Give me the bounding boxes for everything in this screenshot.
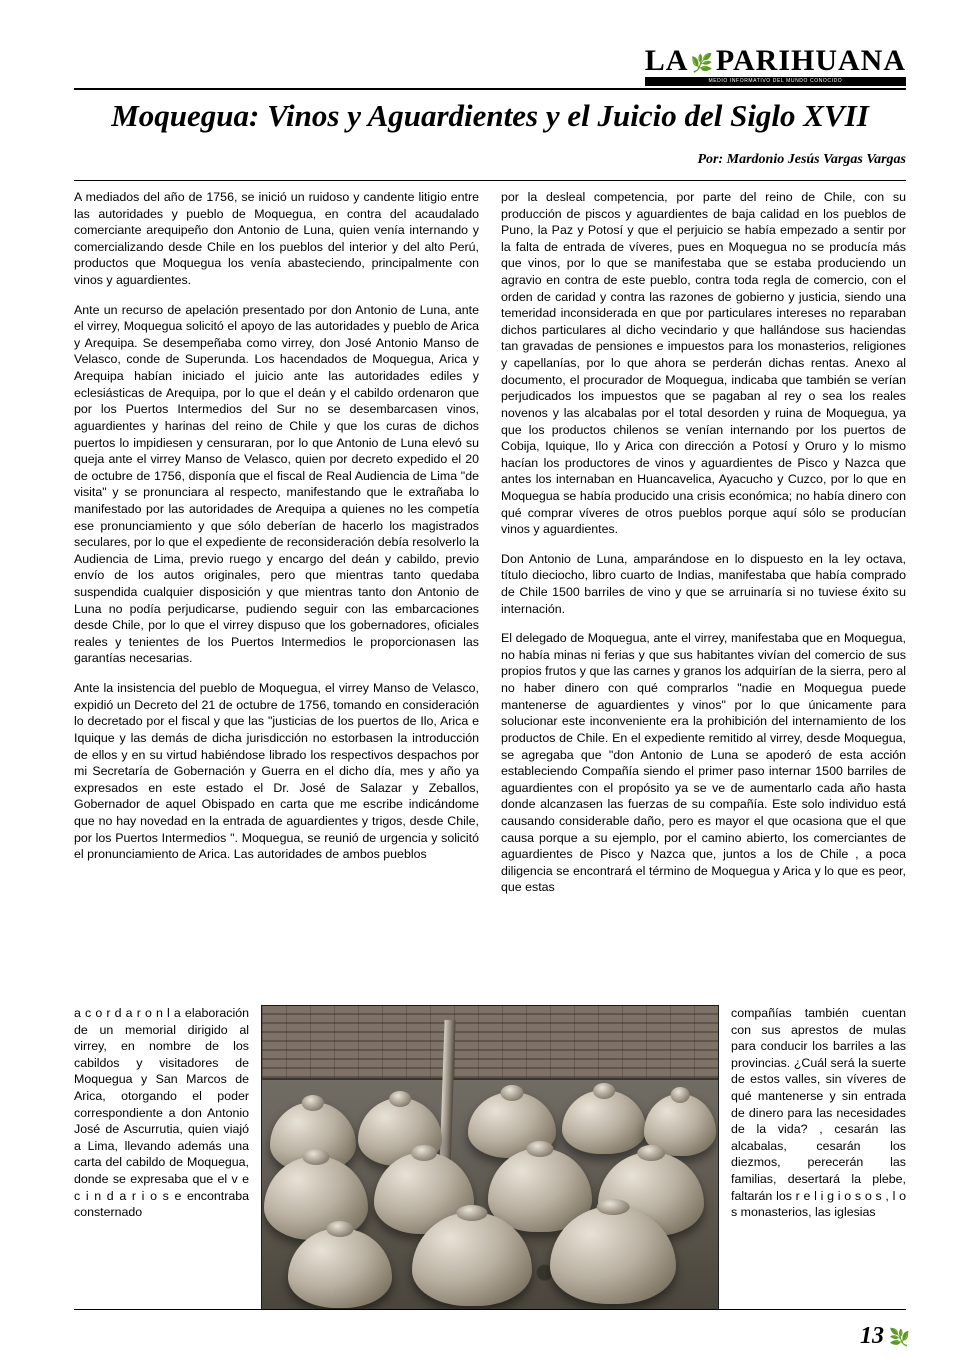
paragraph: Ante la insistencia del pueblo de Moquegua, el virrey Manso de Velasco, expidió un Decreto del 21 de octubre de 1756, tomando en consideración lo decretado por el fiscal y que las "justicias de los puertos de Ilo, Arica e Iquique y las demás de dicha jurisdicción no estorbasen la introducción de ellos y en su virtud habiéndose librado los respectivos despachos por mi Secretaría de Gobernación y Guerra en el dicho día, mes y año ya expresados en este estado el Dr. José de Salazar y Zeballos, Gobernador de aquel Obispado en carta que me escribe indicándome que no hay novedad en la entrada de aguardientes y trigos, desde Chile, por los Puertos Intermedios ". Moquegua, se reunió de urgencia y solicitó el pronunciamiento de Arica. Las autoridades de ambos pueblos <box>74 681 479 862</box>
masthead-divider <box>74 88 906 90</box>
article-lower-section <box>74 1005 906 1310</box>
article-lower-left <box>74 1005 249 1221</box>
masthead <box>645 46 906 86</box>
paragraph: El delegado de Moquegua, ante el virrey, manifestaba que en Moquegua, no había minas ni ferias y que sus habitantes vivían del comercio de sus propios frutos y que las carnes y granos los adquirían de la sierra, pero al no haber dinero con qué comprarlos "nadie en Moquegua puede mantenerse de aguardientes y vinos" por lo que únicamente para solucionar este inconveniente era la prohibición del internamiento de los productos de Chile. En el expediente remitido al virrey, desde Moquegua, se agregaba que "don Antonio de Luna se apoderó de esta acción estableciendo Compañía siendo el primer paso internar 1500 barriles de aguardientes con el propósito ya se ve de aumentarlo cada año hasta donde alcanzasen las fuerzas de su compañía. Este solo individuo está causando considerable daño, pero es mayor el que ocasiona que el que causa porque a su ejemplo, por el camino abierto, los comerciantes de aguardientes de Pisco y Nazca que, juntos a los de Chile , a poca diligencia se encontrará el término de Moquegua y Arica y lo que es peor, que estas <box>501 631 906 895</box>
leaf-icon: 🌿 <box>888 1328 910 1347</box>
clay-jars-photo <box>261 1005 719 1310</box>
masthead-subtitle: MEDIO INFORMATIVO DEL MUNDO CONOCIDO <box>645 77 906 86</box>
leaf-icon: 🌿 <box>690 53 714 74</box>
page-number: 13 <box>860 1323 884 1349</box>
paragraph: a c o r d a r o n l a elaboración de un memorial dirigido al virrey, en nombre de los cabildos y visitadores de Moquegua y San Marcos de Arica, otorgando el poder correspondiente a don Antonio José de Ascurrutia, quien viajó a Lima, llevando además una carta del cabildo de Moquegua, donde se expresaba que el v e c i n d a r i o s e encontraba consternado <box>74 1006 249 1220</box>
article-column-left <box>74 189 479 863</box>
headline-divider <box>74 180 906 181</box>
article-column-right <box>501 189 906 896</box>
page-title: Moquegua: Vinos y Aguardientes y el Juicio del Siglo XVII <box>111 98 869 133</box>
paragraph: Ante un recurso de apelación presentado por don Antonio de Luna, ante el virrey, Moquegua solicitó el apoyo de las autoridades y pueblo de Arica y Arequipa. Se desempeñaba como virrey, don José Antonio Manso de Velasco, conde de Superunda. Los hacendados de Moquegua, Arica y Arequipa habían iniciado el juicio ante las autoridades ediles y eclesiásticas de Arequipa, por lo que el deán y el cabildo ordenaron que por los Puertos Intermedios del Sur no se desembarcasen vinos, aguardientes y harinas del reino de Chile y que los curas de dichos puertos lo impidiesen y censuraran, por lo que Antonio de Luna elevó su queja ante el virrey Manso de Velasco, quien por decreto expedido el 20 de octubre de 1756, disponía que el fiscal de Real Audiencia de Lima "de visita" y se pronunciara al respecto, manifestando que le extrañaba lo manifestado por las autoridades de Arequipa a quienes no les competía ese pronunciamiento y que sólo deberían de hacerlo los magistrados seculares, por lo que el expediente de reconsideración debía resolverlo la Audiencia de Lima, previo ruego y encargo del deán y cabildo, previo envío de los autos originales, pero que mientras tanto quedaba suspendida cualquier disposición y que mientras tanto don Antonio de Luna no podía perjudicarse, pudiendo seguir con las embarcaciones desde Chile, por lo que el virrey dispuso que los gobernadores, oficiales reales y tenientes de los Puertos Intermedios le proporcionasen las garantías necesarias. <box>74 302 480 666</box>
masthead-title <box>645 46 906 76</box>
paragraph: compañías también cuentan con sus aprestos de mulas para conducir los barriles a las provincias. ¿Cuál será la suerte de estos valles, sin víveres de qué mantenerse y sin entrada de dinero para las necesidades de la vida? , cesarán las alcabalas, cesarán los diezmos, perecerán las familias, desertará la plebe, faltarán los r e l i g i o s o s , l o s monasterios, las iglesias <box>731 1006 906 1220</box>
footer-divider <box>74 1309 906 1310</box>
masthead-title-part2: PARIHUANA <box>715 44 906 77</box>
article-byline: Por: Mardonio Jesús Vargas Vargas <box>697 152 906 167</box>
paragraph: A mediados del año de 1756, se inició un ruidoso y candente litigio entre las autoridades y pueblo de Moquegua, en contra del acaudalado comerciante arequipeño don Antonio de Luna, quien venía internando y comercializando desde Chile en los pueblos del interior y del alto Perú, productos que Moquegua los venía abasteciendo, principalmente con vinos y aguardientes. <box>74 190 479 288</box>
article-lower-right <box>731 1005 906 1221</box>
masthead-title-part1: LA <box>644 44 689 77</box>
paragraph: Don Antonio de Luna, amparándose en lo dispuesto en la ley octava, título dieciocho, libro cuarto de Indias, manifestaba que había comprado de Chile 1500 barriles de vino y que se arruinaría si no tuviese éxito su internación. <box>501 551 906 616</box>
article-body <box>74 189 906 896</box>
paragraph: por la desleal competencia, por parte del reino de Chile, con su producción de piscos y aguardientes de baja calidad en los pueblos de Puno, la Paz y Potosí y que el perjuicio se había empezado a sentir por la falta de entrada de víveres, pues en Moquegua no se producía más que vinos, por lo que se manifestaba que se estaba produciendo un agravio en contra de este pueblo, contra toda regla de comercio, con el orden de caridad y contra las razones de gobierno y justicia, siendo una temeridad inconsiderada en que por particulares intereses no reparaban dichos particulares al dicho vecindario y que hallándose sus haciendas tan gravadas de pensiones e impuestos para los monasterios, religiones y capellanías, por lo que ahora se perderán dichas rentas. Anexo al documento, el procurador de Moquegua, indicaba que también se verían perjudicados los impuestos que se pagaban al rey o sea los reales novenos y las alcabalas por el total desorden y ruina de Moquegua, ya que los productos chilenos se venían internando por los puertos de Cobija, Iquique, Ilo y Arica con dirección a Potosí y Oruro y lo mismo hacían los productores de vinos y aguardientes de Pisco y Nazca que antes los internaban en Huancavelica, Ayacucho y Cuzco, por lo que en Moquegua se había producido una crisis económica; no había dinero con qué comprar víveres de otros pueblos porque aquí sólo se producían vinos y aguardientes. <box>501 190 906 537</box>
